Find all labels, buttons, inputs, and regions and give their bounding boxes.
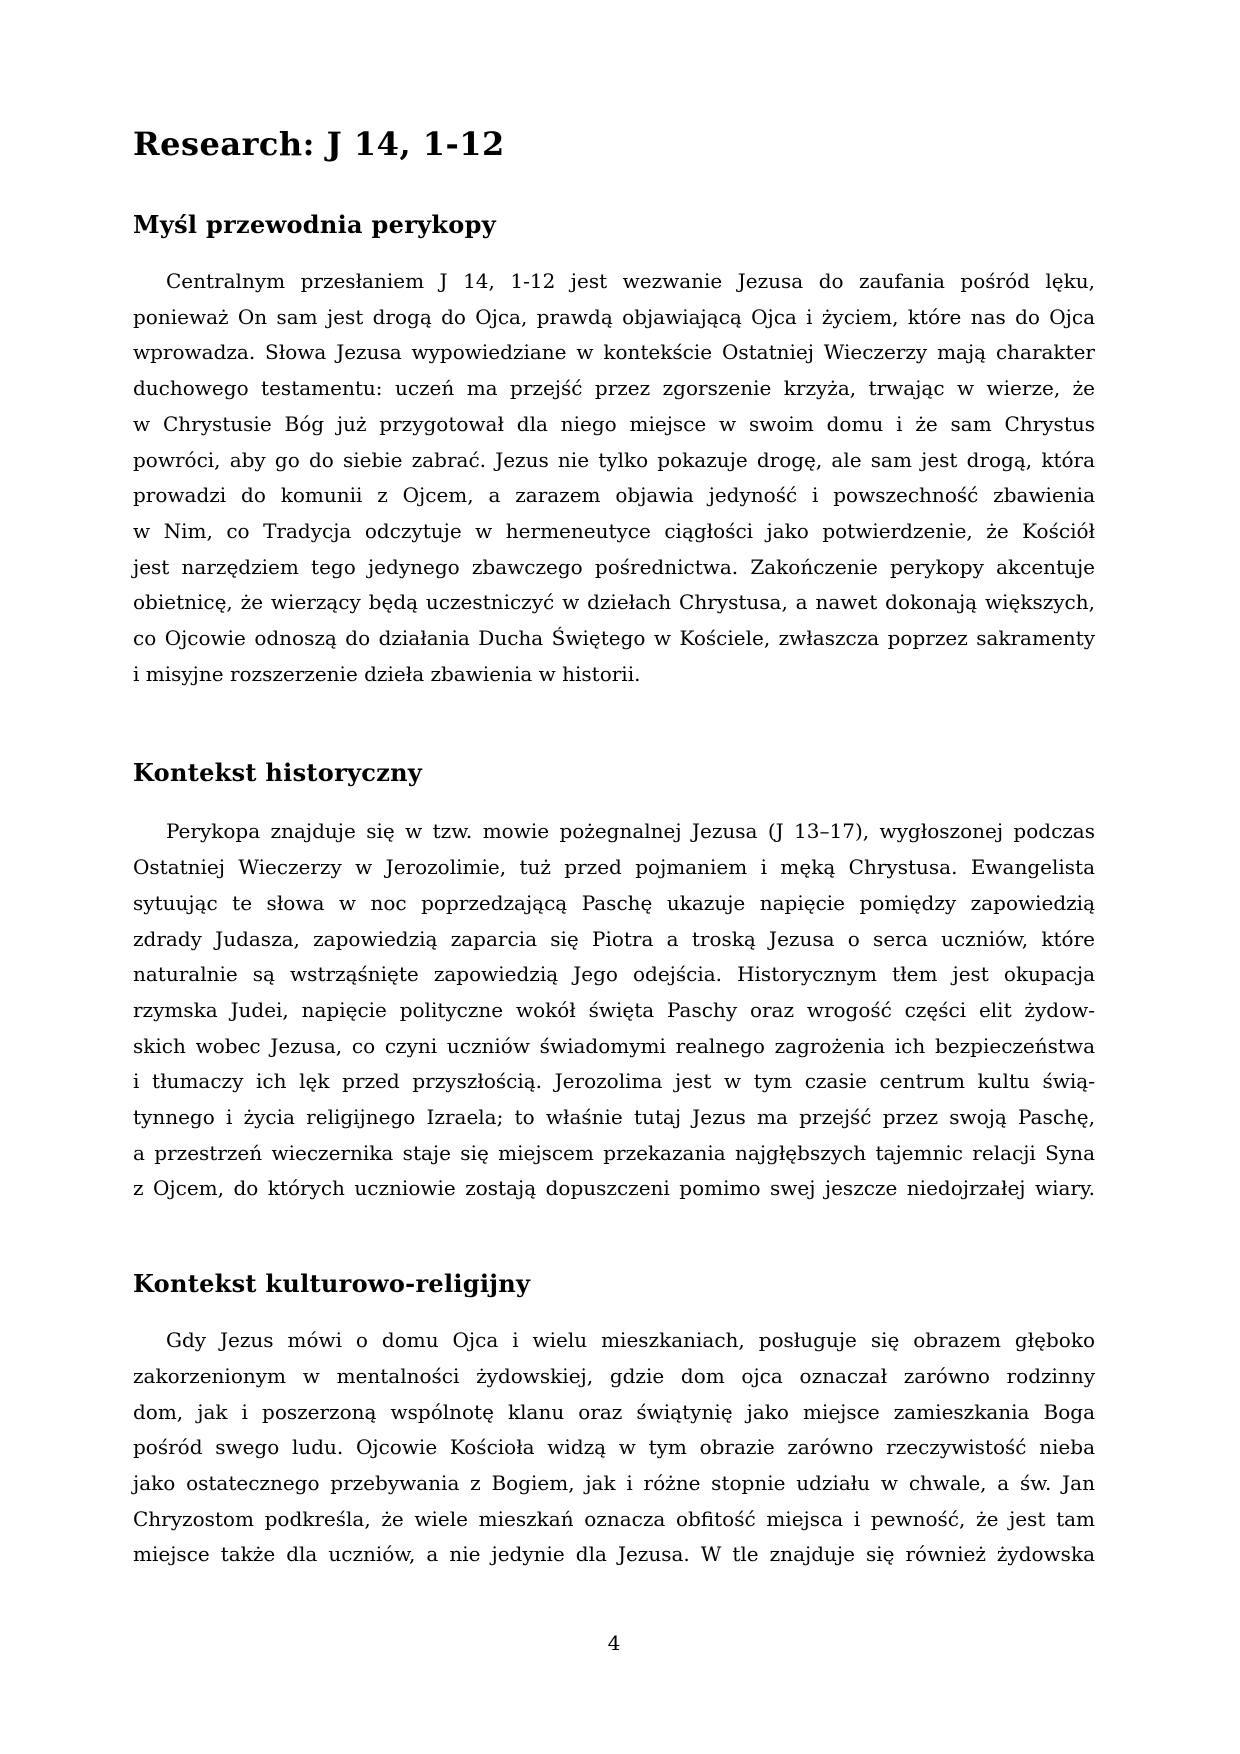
text-line: i tłumaczy ich lęk przed przyszłością. Jerozolima jest w tym czasie centrum kultu świą- [133,1069,1095,1094]
text-line: zakorzenionym w mentalności żydowskiej, gdzie dom ojca oznaczał zarówno rodzinny [133,1363,1095,1388]
section-heading-kontekst-historyczny: Kontekst historyczny [133,758,423,788]
document-title: Research: J 14, 1-12 [133,125,505,163]
text-line: wprowadza. Słowa Jezusa wypowiedziane w kontekście Ostatniej Wieczerzy mają charakter [133,340,1095,365]
text-line: w Nim, co Tradycja odczytuje w hermeneutyce ciągłości jako potwierdzenie, że Kościół [133,518,1095,543]
text-line: sytuując te słowa w noc poprzedzającą Paschę ukazuje napięcie pomiędzy zapowiedzią [133,890,1095,915]
text-line: powróci, aby go do siebie zabrać. Jezus nie tylko pokazuje drogę, ale sam jest drogą, która [133,447,1095,472]
text-line: ponieważ On sam jest drogą do Ojca, prawdą objawiającą Ojca i życiem, które nas do Ojca [133,304,1095,329]
text-line: jest narzędziem tego jedynego zbawczego pośrednictwa. Zakończenie perykopy akcentuje [133,554,1095,579]
text-line: miejsce także dla uczniów, a nie jedynie dla Jezusa. W tle znajduje się również żydowska [133,1542,1095,1567]
section-kontekst-historyczny [133,758,1095,1207]
text-column [133,0,1095,1655]
text-line: co Ojcowie odnoszą do działania Ducha Świętego w Kościele, zwłaszcza poprzez sakramenty [133,626,1095,651]
text-line: Perykopa znajduje się w tzw. mowie pożegnalnej Jezusa (J 13–17), wygłoszonej podczas [166,819,1095,844]
text-line: zdrady Judasza, zapowiedzią zaparcia się Piotra a troską Jezusa o serca uczniów, które [133,926,1095,951]
text-line: z Ojcem, do których uczniowie zostają dopuszczeni pomimo swej jeszcze niedojrzałej wiary. [133,1176,1095,1201]
text-line: rzymska Judei, napięcie polityczne wokół święta Paschy oraz wrogość części elit żydow- [133,997,1095,1022]
section-heading-kontekst-kulturowo-religijny: Kontekst kulturowo-religijny [133,1269,531,1299]
text-line: Gdy Jezus mówi o domu Ojca i wielu mieszkaniach, posługuje się obrazem głęboko [166,1328,1095,1353]
text-line: i misyjne rozszerzenie dzieła zbawienia w historii. [133,661,641,686]
text-line: tynnego i życia religijnego Izraela; to właśnie tutaj Jezus ma przejść przez swoją Paschę, [133,1105,1095,1130]
text-line: jako ostatecznego przebywania z Bogiem, jak i różne stopnie udziału w chwale, a św. Jan [133,1470,1095,1495]
section-kontekst-kulturowo-religijny [133,1269,1095,1573]
text-line: obietnicę, że wierzący będą uczestniczyć w dziełach Chrystusa, a nawet dokonają większych, [133,590,1095,615]
paragraph-kontekst-kulturowo-religijny [133,1323,1095,1573]
section-heading-mysl-przewodnia: Myśl przewodnia perykopy [133,210,496,239]
section-mysl-przewodnia-perykopy [133,210,1095,692]
text-line: dom, jak i poszerzoną wspólnotę klanu oraz świątynię jako miejsce zamieszkania Boga [133,1399,1095,1424]
text-line: w Chrystusie Bóg już przygotował dla niego miejsce w swoim domu i że sam Chrystus [133,411,1095,436]
text-line: Ostatniej Wieczerzy w Jerozolimie, tuż przed pojmaniem i męką Chrystusa. Ewangelista [133,855,1095,880]
text-line: Chryzostom podkreśla, że wiele mieszkań oznacza obfitość miejsca i pewność, że jest tam [133,1506,1095,1531]
text-line: a przestrzeń wieczernika staje się miejscem przekazania najgłębszych tajemnic relacji Syna [133,1140,1095,1165]
text-line: skich wobec Jezusa, co czyni uczniów świadomymi realnego zagrożenia ich bezpieczeństwa [133,1033,1095,1058]
paragraph-kontekst-historyczny [133,814,1095,1207]
text-line: duchowego testamentu: uczeń ma przejść przez zgorszenie krzyża, trwając w wierze, że [133,376,1095,401]
text-line: pośród swego ludu. Ojcowie Kościoła widzą w tym obrazie zarówno rzeczywistość nieba [133,1435,1095,1460]
paragraph-mysl-przewodnia [133,264,1095,692]
text-line: naturalnie są wstrząśnięte zapowiedzią Jego odejścia. Historycznym tłem jest okupacja [133,962,1095,987]
page-number: 4 [607,1631,621,1656]
text-line: Centralnym przesłaniem J 14, 1-12 jest wezwanie Jezusa do zaufania pośród lęku, [166,269,1095,293]
text-line: prowadzi do komunii z Ojcem, a zarazem objawia jedyność i powszechność zbawienia [133,483,1095,508]
